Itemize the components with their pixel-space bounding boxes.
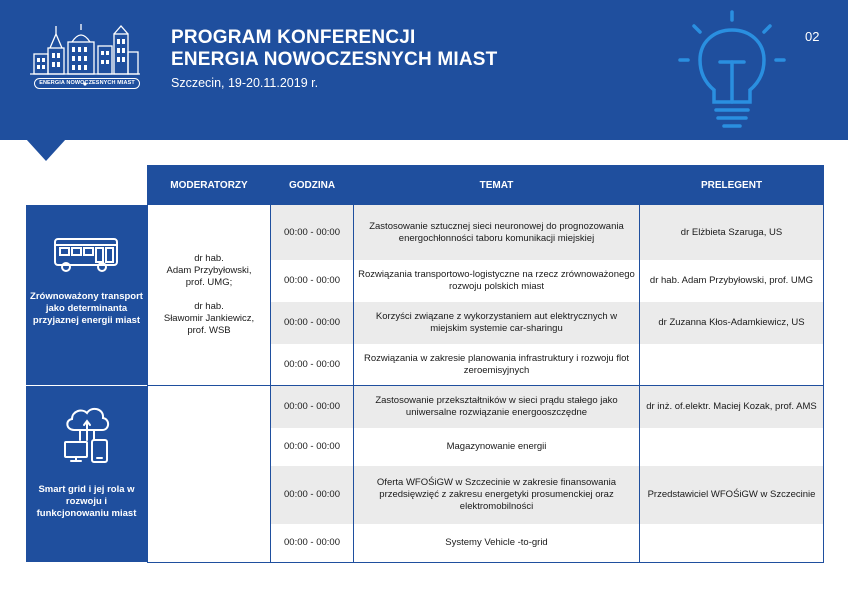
time-cell: 00:00 - 00:00 xyxy=(284,441,340,452)
grid-line xyxy=(147,165,148,562)
header-notch xyxy=(26,139,66,161)
speaker-cell xyxy=(640,428,823,466)
lightbulb-icon xyxy=(676,10,788,136)
col-header-speaker: PRELEGENT xyxy=(640,165,823,205)
topic-block-smart-grid xyxy=(26,386,147,562)
theme-cell: Systemy Vehicle -to-grid xyxy=(445,537,548,548)
time-cell: 00:00 - 00:00 xyxy=(284,358,340,370)
theme-cell: Zastosowanie sztucznej sieci neuronowej do prognozowania energochłonności taboru komunikacji miejskiej xyxy=(369,220,624,244)
time-cell: 00:00 - 00:00 xyxy=(284,317,340,328)
grid-line xyxy=(639,165,640,562)
section-divider xyxy=(147,385,824,386)
title-line-2: ENERGIA NOWOCZESNYCH MIAST xyxy=(171,49,498,70)
topic-label-smart-grid: Smart grid i jej rola w rozwoju i funkcjonowaniu miast xyxy=(36,484,137,519)
grid-line xyxy=(353,165,354,562)
moderators-smart-grid xyxy=(148,386,270,562)
bus-icon xyxy=(52,235,120,275)
time-cell: 00:00 - 00:00 xyxy=(284,489,340,500)
theme-cell: Korzyści związane z wykorzystaniem aut elektrycznych w miejskim systemie car-sharingu xyxy=(375,311,618,334)
speaker-cell: dr Zuzanna Kłos-Adamkiewicz, US xyxy=(658,317,805,328)
page-title xyxy=(171,27,497,71)
speaker-cell: dr Elżbieta Szaruga, US xyxy=(680,226,783,238)
speaker-cell xyxy=(640,344,823,385)
theme-cell: Rozwiązania w zakresie planowania infrastruktury i rozwoju flot zeroemisyjnych xyxy=(363,352,630,376)
theme-cell: Magazynowanie energii xyxy=(446,441,547,452)
topic-label-transport: Zrównoważony transport jako determinanta przyjaznej energii miast xyxy=(30,291,143,326)
time-cell: 00:00 - 00:00 xyxy=(284,401,340,412)
theme-cell: Zastosowanie przekształtników w sieci prądu stałego jako uniwersalne rozwiązanie energooszczędne xyxy=(375,395,618,418)
cloud-devices-icon xyxy=(62,404,112,466)
time-cell: 00:00 - 00:00 xyxy=(284,275,340,286)
title-line-1: PROGRAM KONFERENCJI xyxy=(171,27,416,48)
time-cell: 00:00 - 00:00 xyxy=(284,226,340,238)
grid-line xyxy=(823,165,824,562)
col-header-moderators: MODERATORZY xyxy=(148,165,270,205)
speaker-cell: Przedstawiciel WFOŚiGW w Szczecinie xyxy=(647,489,816,500)
theme-cell: Rozwiązania transportowo-logistyczne na rzecz zrównoważonego rozwoju polskich miast xyxy=(358,269,635,292)
topic-block-transport xyxy=(26,205,147,385)
speaker-cell: dr inż. of.elektr. Maciej Kozak, prof. AMS xyxy=(646,401,817,412)
col-header-time: GODZINA xyxy=(271,165,353,205)
table-bottom-line xyxy=(147,562,824,563)
grid-line xyxy=(270,165,271,562)
moderators-transport: dr hab. Adam Przybyłowski, prof. UMG; dr hab. Sławomir Jankiewicz, prof. WSB xyxy=(163,253,255,336)
page-number: 02 xyxy=(805,29,820,44)
col-header-theme: TEMAT xyxy=(354,165,639,205)
time-cell: 00:00 - 00:00 xyxy=(284,537,340,548)
speaker-cell xyxy=(640,524,823,562)
logo-caption: ENERGIA NOWOCZESNYCH MIAST xyxy=(34,78,140,89)
header-banner xyxy=(0,0,848,140)
speaker-cell: dr hab. Adam Przybyłowski, prof. UMG xyxy=(649,275,814,286)
event-date-location: Szczecin, 19-20.11.2019 r. xyxy=(171,76,319,90)
theme-cell: Oferta WFOŚiGW w Szczecinie w zakresie finansowania przedsięwzięć z zakresu energetyki prosumenckiej oraz elektromobilności xyxy=(376,477,617,512)
